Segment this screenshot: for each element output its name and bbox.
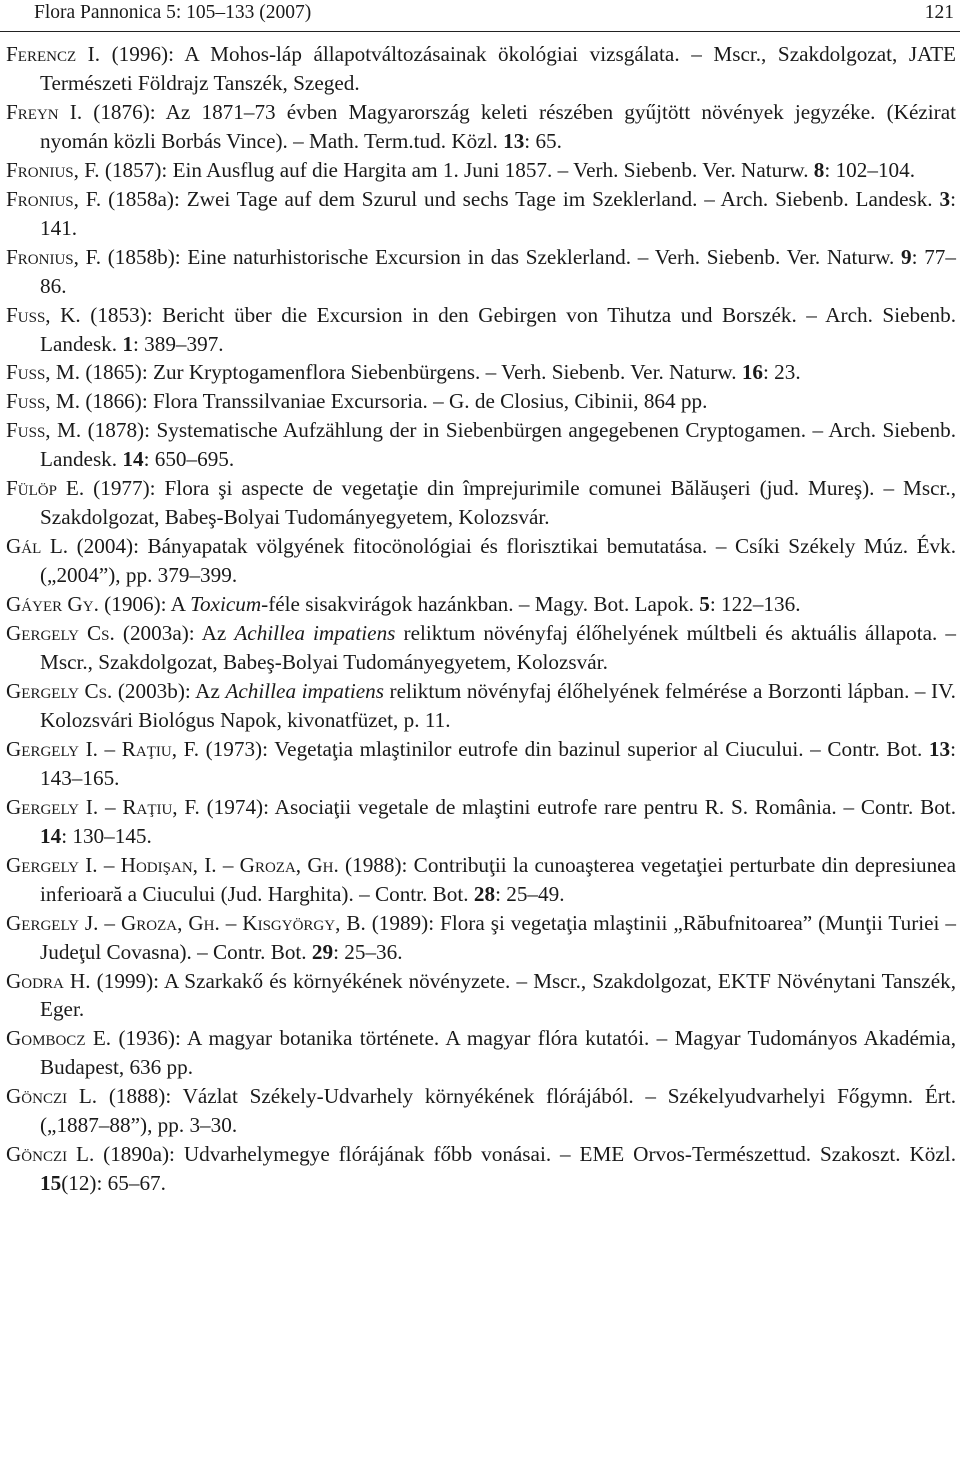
reference-entry [6,98,956,156]
reference-entry [6,851,956,909]
reference-pages: : 65. [524,128,562,153]
reference-author: Fronius, F. [6,244,102,269]
reference-text: (2004): Bányapatak völgyének fitocönológiai és florisztikai bemutatása. – Csíki Székely Múz. Évk. („2004”), pp. 379–399. [40,534,956,588]
reference-volume: 28 [473,881,496,906]
journal-citation: Flora Pannonica 5: 105–133 (2007) [34,2,312,23]
reference-entry [6,301,956,359]
reference-entry [6,967,956,1025]
reference-entry [6,1140,956,1198]
reference-volume: 1 [122,331,133,356]
reference-author: Fülöp E. [6,476,85,501]
reference-author: Gál L. [6,534,69,559]
reference-volume: 8 [813,157,825,182]
reference-pages: : 102–104. [824,157,916,182]
reference-pages: : 25–49. [495,881,565,906]
reference-text: (1890a): Udvarhelymegye flórájának főbb vonásai. – EME Orvos-Természettud. Szakoszt. Közl. [94,1142,956,1167]
reference-text: (1876): Az 1871–73 évben Magyarország keleti részében gyűjtött növények jegyzéke. (Kézirat nyomán közli Borbás Vince). – Math. Term.tud. Közl. [40,99,957,153]
reference-text-continued: reliktum növényfaj élőhelyének felmérése a Borzonti lápban. – IV. Kolozsvári Biológus Napok, kivonatfüzet, p. 11. [40,678,956,732]
reference-text: (1865): Zur Kryptogamenflora Siebenbürgens. – Verh. Siebenb. Ver. Naturw. [80,360,742,385]
reference-text: (1977): Flora şi aspecte de vegetaţie din împrejurimile comunei Bălăuşeri (jud. Mureş). – Mscr., Szakdolgozat, Babeş-Bolyai Tudományegyetem, Kolozsvár. [40,476,956,530]
reference-pages: : 23. [763,360,801,385]
reference-volume: 13 [928,736,951,761]
reference-entry [6,735,956,793]
reference-text: (2003a): Az [114,621,235,646]
reference-entry [6,474,956,532]
reference-pages: : 650–695. [143,447,235,472]
reference-entry [6,156,956,185]
reference-author: Gergely I. – Hodişan, I. – Groza, Gh. [6,852,339,877]
reference-text-continued: -féle sisakvirágok hazánkban. – Magy. Bot. Lapok. [261,592,700,617]
reference-entry [6,1024,956,1082]
reference-text: (1888): Vázlat Székely-Udvarhely környékének flórájából. – Székelyudvarhelyi Főgymn. Ért. („1887–88”), pp. 3–30. [40,1084,956,1138]
reference-pages: : 141. [40,186,956,240]
reference-text: (1878): Systematische Aufzählung der in Siebenbürgen angegebenen Cryptogamen. – Arch. Siebenb. Landesk. [40,418,957,472]
reference-pages: : 143–165. [40,736,956,790]
reference-volume: 14 [122,447,144,472]
reference-author: Fuss, K. [6,302,81,327]
reference-pages: : 122–136. [709,592,801,617]
reference-text: (1973): Vegetaţia mlaştinilor eutrofe din bazinul superior al Ciucului. – Contr. Bot. [199,736,929,761]
reference-pages: (12): 65–67. [61,1171,166,1196]
reference-text: (2003b): Az [112,678,226,703]
reference-volume: 5 [699,592,710,617]
reference-author: Godra H. [6,968,91,993]
page-number: 121 [924,2,954,23]
header-rule [0,31,960,32]
reference-volume: 16 [741,360,763,385]
reference-taxon: Toxicum [190,592,262,617]
reference-text: (1996): A Mohos-láp állapotváltozásainak ökológiai vizsgálata. – Mscr., Szakdolgozat, JATE Természeti Földrajz Tanszék, Szeged. [40,42,956,95]
reference-entry [6,387,956,416]
reference-author: Gombocz E. [6,1026,112,1051]
reference-text: (1989): Flora şi vegetaţia mlaştinii „Răbufnitoarea” (Munţii Turiei – Judeţul Covasna). – Contr. Bot. [40,910,956,964]
reference-author: Gergely Cs. [6,621,115,646]
reference-author: Ferencz I. [6,42,101,66]
reference-author: Gönczi L. [6,1084,98,1109]
reference-text: (1988): Contribuţii la cunoaşterea vegetaţiei perturbate din depresiunea inferioară a Ciucului (Jud. Harghita). – Contr. Bot. [40,852,956,906]
reference-volume: 15 [40,1171,62,1196]
reference-text-continued: reliktum növényfaj élőhelyének múltbeli és aktuális állapota. – Mscr., Szakdolgozat, Babeş-Bolyai Tudományegyetem, Kolozsvár. [40,621,957,675]
reference-text: (1858a): Zwei Tage auf dem Szurul und sechs Tage im Szeklerland. – Arch. Siebenb. Landesk. [101,186,940,211]
reference-entry [6,909,956,967]
reference-pages: : 130–145. [61,823,152,848]
reference-author: Fuss, M. [6,360,81,385]
reference-author: Gáyer Gy. [6,592,99,617]
reference-author: Gergely I. – Raţiu, F. [6,794,200,819]
reference-volume: 3 [939,186,951,211]
reference-author: Gergely Cs. [6,678,113,703]
reference-author: Gergely I. – Raţiu, F. [6,736,199,761]
reference-author: Fronius, F. [6,157,100,182]
reference-entry [6,40,956,98]
reference-author: Gönczi L. [6,1142,95,1167]
reference-author: Fuss, M. [6,389,81,414]
reference-volume: 13 [503,128,525,153]
reference-text: (1999): A Szarkakő és környékének növényzete. – Mscr., Szakdolgozat, EKTF Növénytani Tanszék, Eger. [40,968,956,1022]
reference-taxon: Achillea impatiens [234,621,396,646]
reference-entry [6,619,956,677]
reference-entry [6,358,956,387]
running-header [0,0,960,32]
reference-text: (1866): Flora Transsilvaniae Excursoria. – G. de Closius, Cibinii, 864 pp. [80,389,708,414]
reference-entry [6,1082,956,1140]
reference-volume: 14 [40,823,62,848]
reference-pages: : 77–86. [40,244,956,298]
reference-entry [6,532,956,590]
reference-author: Gergely J. – Groza, Gh. – Kisgyörgy, B. [6,910,366,935]
reference-volume: 29 [311,939,334,964]
reference-volume: 9 [901,244,912,269]
reference-entry [6,185,956,243]
reference-text: (1853): Bericht über die Excursion in den Gebirgen von Tihutza und Borszék. – Arch. Siebenb. Landesk. [40,302,956,356]
reference-pages: : 389–397. [132,331,224,356]
reference-entry [6,677,956,735]
reference-entry [6,793,956,851]
reference-text: (1858b): Eine naturhistorische Excursion in das Szeklerland. – Verh. Siebenb. Ver. Naturw. [101,244,902,269]
reference-entry [6,416,956,474]
reference-entry [6,243,956,301]
reference-text: (1906): A [98,592,191,617]
reference-list [6,40,956,1198]
reference-author: Freyn I. [6,99,83,124]
reference-taxon: Achillea impatiens [225,678,384,703]
reference-entry [6,590,956,619]
reference-author: Fronius, F. [6,186,102,211]
reference-pages: : 25–36. [333,939,403,964]
reference-text: (1974): Asociaţii vegetale de mlaştini eutrofe rare pentru R. S. România. – Contr. Bot. [199,794,956,819]
reference-author: Fuss, M. [6,418,82,443]
reference-text: (1936): A magyar botanika története. A magyar flóra kutatói. – Magyar Tudományos Akadémia, Budapest, 636 pp. [40,1026,956,1080]
reference-text: (1857): Ein Ausflug auf die Hargita am 1. Juni 1857. – Verh. Siebenb. Ver. Naturw. [99,157,814,182]
